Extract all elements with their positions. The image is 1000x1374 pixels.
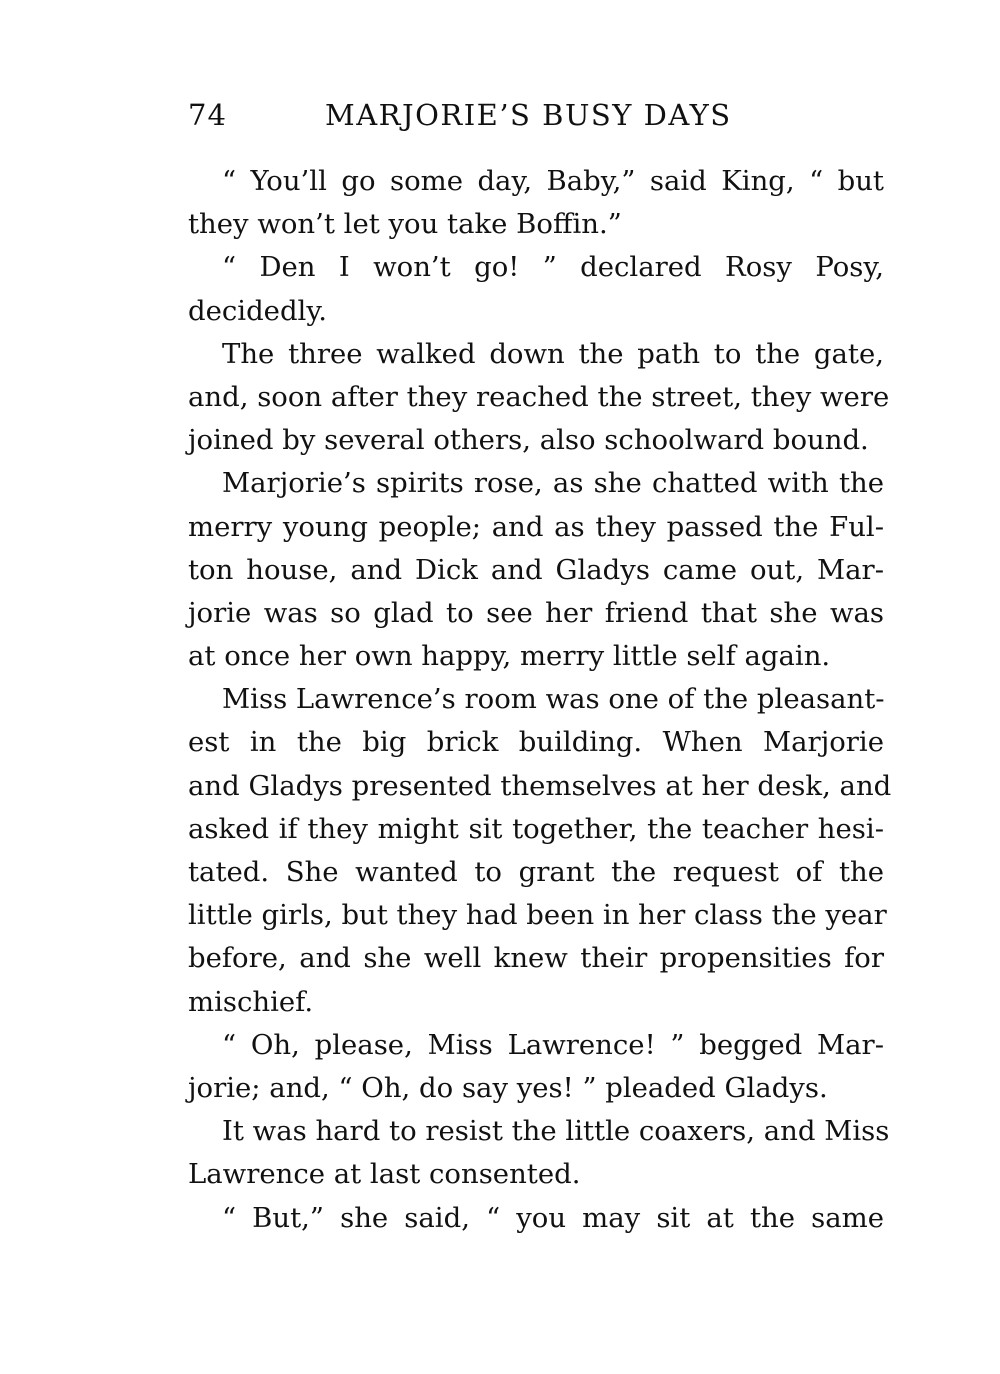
text-line: jorie was so glad to see her friend that she was [188, 596, 884, 629]
text-line: mischief. [188, 985, 314, 1018]
text-line: joined by several others, also schoolward bound. [188, 424, 869, 457]
body-text [188, 160, 892, 1240]
text-line: tated. She wanted to grant the request of the [188, 856, 884, 888]
text-line: asked if they might sit together, the teacher hesi- [188, 812, 884, 845]
text-line: “ You’ll go some day, Baby,” said King, “ but [222, 165, 884, 197]
text-line: at once her own happy, merry little self again. [188, 640, 831, 673]
text-line: It was hard to resist the little coaxers, and Miss [222, 1115, 890, 1148]
text-line: jorie; and, “ Oh, do say yes! ” pleaded Gladys. [188, 1071, 828, 1104]
text-line: and, soon after they reached the street, they were [188, 380, 890, 413]
text-line: Lawrence at last consented. [188, 1158, 581, 1191]
text-line: merry young people; and as they passed the Ful- [188, 510, 884, 543]
text-line: and Gladys presented themselves at her desk, and [188, 769, 892, 802]
text-line: “ Oh, please, Miss Lawrence! ” begged Mar- [222, 1028, 884, 1061]
text-line: before, and she well knew their propensities for [188, 942, 884, 975]
text-line: ton house, and Dick and Gladys came out, Mar- [188, 553, 884, 586]
text-line: The three walked down the path to the gate, [222, 337, 884, 370]
text-line: little girls, but they had been in her class the year [188, 899, 887, 932]
text-line: Miss Lawrence’s room was one of the pleasant- [222, 683, 885, 716]
text-line: Marjorie’s spirits rose, as she chatted with the [222, 467, 884, 500]
text-line: they won’t let you take Boffin.” [188, 208, 622, 241]
text-line: est in the big brick building. When Marjorie [188, 726, 884, 759]
text-line: “ Den I won’t go! ” declared Rosy Posy, [222, 251, 884, 284]
text-line: “ But,” she said, “ you may sit at the same [222, 1201, 884, 1234]
text-line: decidedly. [188, 294, 327, 327]
running-title: MARJORIE’S BUSY DAYS [325, 98, 732, 132]
page-header [188, 98, 888, 144]
page-number: 74 [188, 98, 227, 132]
